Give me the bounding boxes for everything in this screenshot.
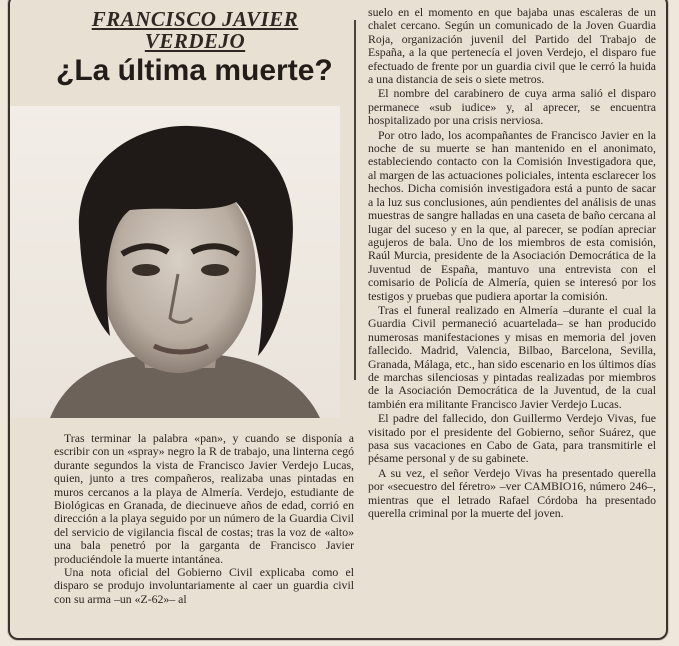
paragraph: El padre del fallecido, don Guillermo Verdejo Vivas, fue visitado por el presidente del Gobierno, señor Suárez, que pasa sus vacaciones en Cabo de Gata, para transmitirle el pésame personal y de su gabinete. (368, 411, 656, 466)
right-column (368, 6, 656, 520)
paragraph: Una nota oficial del Gobierno Civil explicaba como el disparo se produjo involuntariamente al caer un guardia civil con su arma –un «Z-62»– al (54, 565, 354, 606)
paragraph: A su vez, el señor Verdejo Vivas ha presentado querella por «secuestro del féretro» –ver CAMBIO16, número 246–, mientras que el letrado Rafael Córdoba ha presentado querella criminal por la muerte del joven. (368, 465, 656, 521)
portrait-photo (10, 106, 340, 418)
headline: ¿La última muerte? (56, 54, 333, 87)
paragraph: Tras el funeral realizado en Almería –durante el cual la Guardia Civil permaneció acuartelada– se han producido numerosas manifestaciones y misas en memoria del joven fallecido. Madrid, Valencia, Bilbao, Barcelona, Sevilla, Granada, Málaga, etc., han sido escenario en los últimos días de marchas silenciosas y pintadas realizadas por miembros de la Asociación Democrática de la Juventud, de la cual también era militante Francisco Javier Verdejo Lucas. (368, 302, 656, 411)
paragraph: Tras terminar la palabra «pan», y cuando se disponía a escribir con un «spray» negro la R de trabajo, una linterna cegó durante segundos la vista de Francisco Javier Verdejo Lucas, quien, junto a tres compañeros, realizaba unas pintadas en muros cercanos a la playa de Almería. Verdejo, estudiante de Biológicas en Granada, de diecinueve años de edad, corrió en dirección a la playa seguido por un número de la Guardia Civil del servicio de vigilancia fiscal de costas; tras la voz de «alto» una bala penetró por la garganta de Francisco Javier produciéndole la muerte intantánea. (54, 431, 354, 566)
byline-line-1: FRANCISCO JAVIER (91, 7, 299, 31)
paragraph: El nombre del carabinero de cuya arma salió el disparo permanece «sub iudice» y, al aprecer, se encuentra hospitalizado por una crisis nerviosa. (368, 86, 656, 128)
left-column (54, 432, 354, 606)
byline (40, 8, 350, 52)
byline-line-2: VERDEJO (144, 29, 246, 53)
paragraph: Por otro lado, los acompañantes de Francisco Javier en la noche de su muerte se han mantenido en el anonimato, estableciendo contacto con la Comisión Investigadora que, al margen de las actuaciones policiales, intenta esclarecer los hechos. Dicha comisión investigadora está a punto de sacar a la luz sus conclusiones, aún pendientes del análisis de unas muestras de sangre halladas en una caseta de baño cercana al lugar del suceso y en la que, al parecer, se podían apreciar agujeros de bala. Uno de los miembros de esta comisión, Raúl Murcia, presidente de la Asociación Democrática de la Juventud de España, mantuvo una entrevista con el comisario de Policía de Almería, quien se interesó por los testigos y pruebas que pudiera aportar la comisión. (368, 127, 656, 303)
portrait-icon (10, 106, 340, 418)
paragraph: suelo en el momento en que bajaba unas escaleras de un chalet cercano. Según un comunicado de la Joven Guardia Roja, organización juvenil del Partido del Trabajo de España, a la que pertenecía el joven Verdejo, el disparo fue efectuado de frente por un guardia civil que le cerró la huida a una distancia de seis o siete metros. (368, 5, 656, 87)
